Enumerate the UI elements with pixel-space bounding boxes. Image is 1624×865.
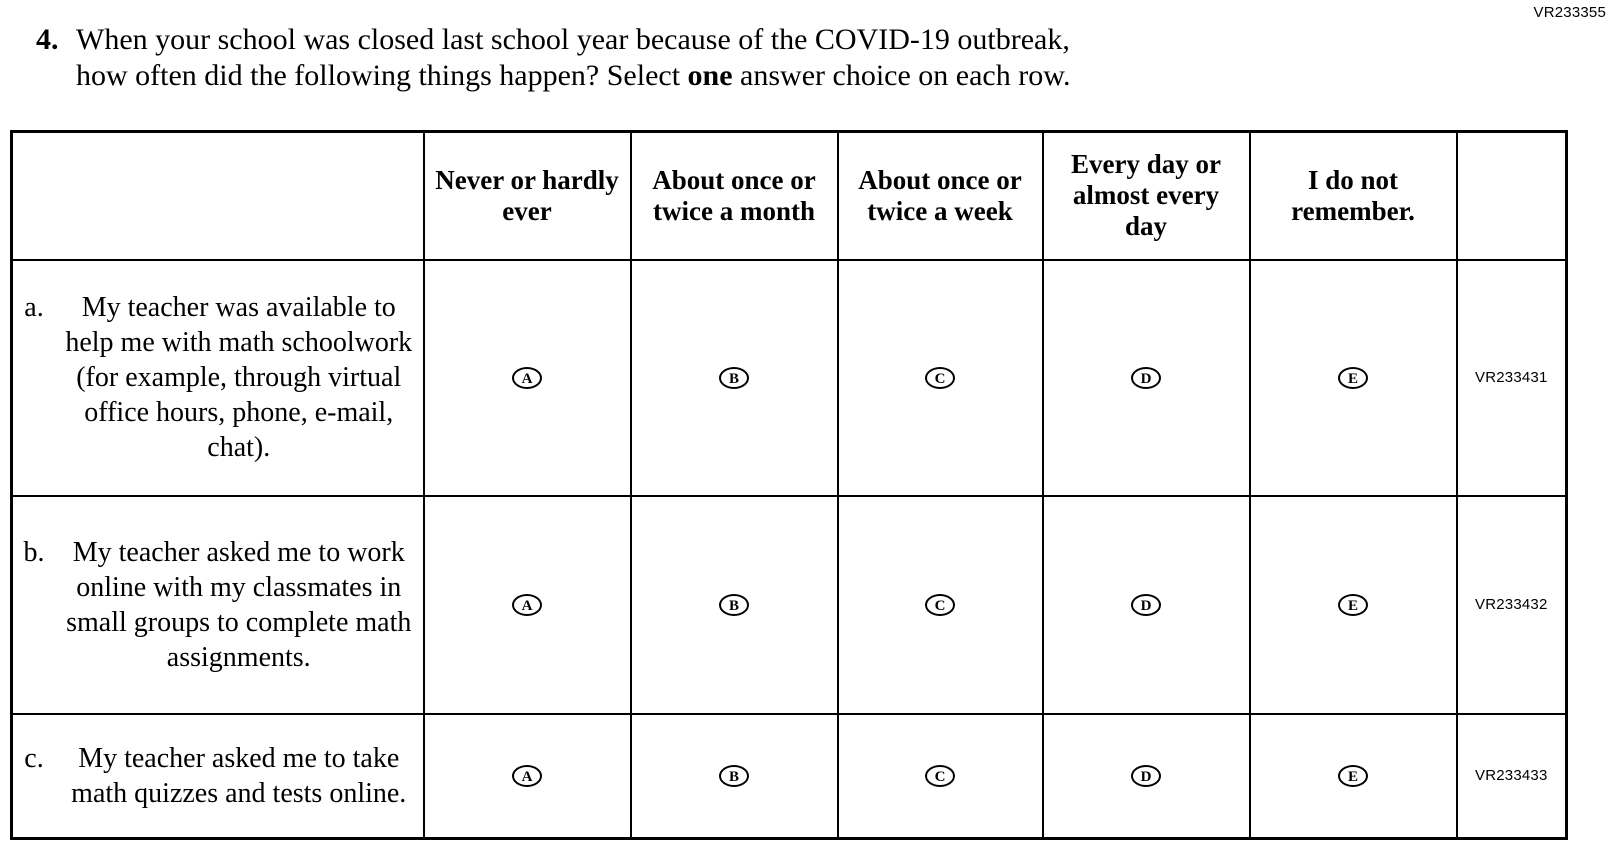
table-row: [12, 714, 1567, 839]
question-line-1: When your school was closed last school year because of the COVID-19 outbreak,: [76, 23, 1070, 56]
option-b-row-c[interactable]: [631, 714, 838, 839]
header-blank-right: [1457, 132, 1567, 260]
question-line-2-pre: how often did the following things happen? Select: [76, 59, 688, 92]
option-b-row-a[interactable]: [631, 260, 838, 496]
row-stem-a: [12, 260, 424, 496]
option-e-row-c[interactable]: [1250, 714, 1457, 839]
bubble-d[interactable]: D: [1131, 765, 1161, 787]
option-d-row-c[interactable]: [1043, 714, 1250, 839]
row-id-a: VR233431: [1457, 260, 1567, 496]
bubble-b[interactable]: B: [719, 765, 749, 787]
question-block: [36, 22, 1504, 94]
header-never-or-hardly-ever: Never or hardly ever: [424, 132, 631, 260]
header-about-once-or-twice-a-month: About once or twice a month: [631, 132, 838, 260]
option-e-row-b[interactable]: [1250, 496, 1457, 714]
question-number: 4.: [36, 23, 59, 56]
bubble-d[interactable]: D: [1131, 367, 1161, 389]
bubble-e[interactable]: E: [1338, 765, 1368, 787]
option-a-row-a[interactable]: [424, 260, 631, 496]
option-a-row-b[interactable]: [424, 496, 631, 714]
matrix-table: [10, 130, 1568, 840]
bubble-e[interactable]: E: [1338, 367, 1368, 389]
bubble-a[interactable]: A: [512, 367, 542, 389]
option-c-row-b[interactable]: [838, 496, 1043, 714]
bubble-c[interactable]: C: [925, 594, 955, 616]
bubble-c[interactable]: C: [925, 765, 955, 787]
bubble-d[interactable]: D: [1131, 594, 1161, 616]
row-stem-b: [12, 496, 424, 714]
header-every-day-or-almost-every-day: Every day or almost every day: [1043, 132, 1250, 260]
bubble-b[interactable]: B: [719, 594, 749, 616]
row-text-c: My teacher asked me to take math quizzes and tests online.: [71, 742, 407, 809]
header-blank-left: [12, 132, 424, 260]
option-d-row-a[interactable]: [1043, 260, 1250, 496]
bubble-b[interactable]: B: [719, 367, 749, 389]
option-e-row-a[interactable]: [1250, 260, 1457, 496]
option-d-row-b[interactable]: [1043, 496, 1250, 714]
bubble-a[interactable]: A: [512, 765, 542, 787]
row-stem-c: [12, 714, 424, 839]
question-line-2-post: answer choice on each row.: [732, 59, 1071, 92]
option-c-row-c[interactable]: [838, 714, 1043, 839]
row-text-a: My teacher was available to help me with math schoolwork (for example, through virtual office hours, phone, e-mail, chat).: [65, 292, 413, 463]
matrix-header-row: [12, 132, 1567, 260]
row-text-b: My teacher asked me to work online with my classmates in small groups to complete math assignments.: [66, 536, 412, 673]
bubble-e[interactable]: E: [1338, 594, 1368, 616]
row-letter-c: c.: [24, 742, 44, 774]
question-text: [76, 22, 1070, 94]
row-id-c: VR233433: [1457, 714, 1567, 839]
row-letter-a: a.: [24, 292, 44, 323]
table-row: [12, 496, 1567, 714]
form-id-label: VR233355: [1533, 4, 1606, 21]
option-a-row-c[interactable]: [424, 714, 631, 839]
bubble-a[interactable]: A: [512, 594, 542, 616]
question-emphasis: one: [687, 59, 733, 92]
option-b-row-b[interactable]: [631, 496, 838, 714]
row-id-b: VR233432: [1457, 496, 1567, 714]
table-row: [12, 260, 1567, 496]
header-i-do-not-remember: I do not remember.: [1250, 132, 1457, 260]
bubble-c[interactable]: C: [925, 367, 955, 389]
header-about-once-or-twice-a-week: About once or twice a week: [838, 132, 1043, 260]
option-c-row-a[interactable]: [838, 260, 1043, 496]
row-letter-b: b.: [23, 536, 45, 568]
response-matrix: [10, 130, 1562, 840]
